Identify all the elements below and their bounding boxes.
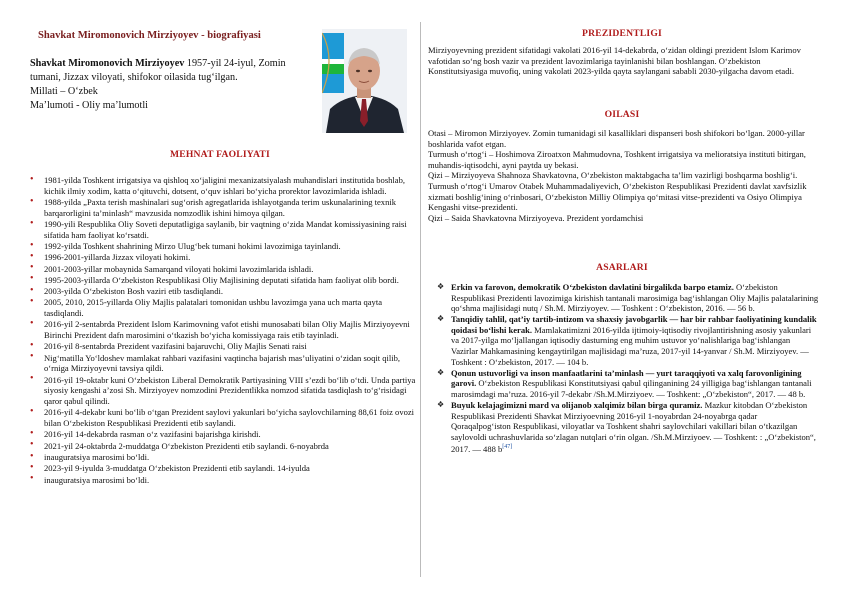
presidency-text: Mirziyoyevning prezident sifatidagi vakolati 2016-yil 14-dekabrda, o‘zidan oldingi prezident Islom Karimov vafotidan so‘ng bosh vazir va prezident lavozimlariga tayinlanishi bilan boshlangan. O‘zbekiston Konstitutsiyasiga muvofiq, uning vakolati 2023-yilda qayta saylangani sababli 2030-yilgacha davom etadi. [428, 45, 801, 77]
work-item [425, 314, 819, 367]
diamond-bullet-icon: ❖ [437, 367, 445, 377]
work-title: Qonun ustuvorligi va inson manfaatlarini ta’minlash — yurt taraqqiyoti va xalq farovonligining garovi. [451, 367, 802, 389]
section-heading-work: MEHNAT FAOLIYATI [170, 149, 270, 160]
work-description: O‘zbekiston Respublikasi Prezidenti lavozimiga kirishish tantanali marosimiga bag‘ishlangan Oliy Majlis palatalarining qo‘shma majlisidagi nutq / Sh.M. Mirziyoyev. — Toshkent : O‘zbekiston, 2016. — 56 b. [451, 282, 819, 314]
diamond-bullet-icon: ❖ [437, 314, 445, 324]
column-divider [420, 22, 421, 577]
work-title: Erkin va farovon, demokratik O‘zbekiston davlatini birgalikda barpo etamiz. [451, 282, 734, 292]
portrait-photo [322, 29, 407, 133]
list-item: • 1995-2003-yillarda O‘zbekiston Respublikasi Oliy Majlisining deputati sifatida ham faoliyat olib bordi. [28, 275, 418, 286]
works-list [425, 282, 819, 455]
work-title: Buyuk kelajagimizni mard va olijanob xalqimiz bilan birga quramiz. [451, 400, 703, 411]
section-heading-works: ASARLARI [596, 262, 648, 273]
document-title: Shavkat Miromonovich Mirziyoyev - biografiyasi [38, 30, 261, 41]
list-item: • inauguratsiya marosimi bo‘ldi. [28, 475, 418, 486]
section-heading-family: OILASI [604, 109, 640, 120]
list-item: • inauguratsiya marosimi bo‘ldi. [28, 452, 418, 463]
work-item [425, 368, 819, 400]
list-item: • 1988-yilda „Paxta terish mashinalari sug‘orish agregatlarida ishlayotganda terim uskunalarining texnik barqarorligini ta’minlash“ mavzusida nomzodlik ishini himoya qilgan. [28, 197, 418, 218]
work-description: O‘zbekiston Respublikasi Konstitutsiyasi qabul qilinganining 24 yilligiga bag‘ishlangan tantanali marosimdagi ma’ruza. 2016-yil 7-dekabr /Sh.M.Mirziyoev. — Toshkent: „O‘zbekiston“, 2017. — 48 b. [451, 378, 812, 399]
list-item: • 1996-2001-yillarda Jizzax viloyati hokimi. [28, 252, 418, 263]
bio-block [30, 57, 315, 113]
work-description: Mazkur kitobdan O‘zbekiston Respublikasi Prezidenti Shavkat Mirziyoevning 2016-yil 1-noyabrdan 24-noyabrga qadar Qoraqalpog‘iston Respublikasi, viloyatlar va Toshkent shahri saylovchilari vakillari bilan o‘tkazilgan saylovoldi uchrashuvlarida so‘zlagan nutqlari o‘rin olgan. /Sh.M.Mirziyoev. — Toshkent: : „O‘zbekiston“, 2017. — 488 b [451, 400, 816, 455]
list-item: • 2003-yilda O‘zbekiston Bosh vaziri etib tasdiqlandi. [28, 286, 418, 297]
list-item: • 2016-yil 14-dekabrda rasman o‘z vazifasini bajarishga kirishdi. [28, 429, 418, 440]
bio-education: Ma’lumoti - Oliy ma’lumotli [30, 100, 148, 111]
bio-nationality: Millati – O‘zbek [30, 86, 98, 97]
citation-link[interactable]: [47] [502, 444, 513, 451]
list-item: • 2016-yil 19-oktabr kuni O‘zbekiston Liberal Demokratik Partiyasining VIII s’ezdi bo‘lib o‘tdi. Unda partiya siyosiy kengashi a’zosi Sh. Mirziyoyev nomzodini Prezidentlikka nomzod sifatida tasdiqlash to‘g‘risidagi qaror qabul qilindi. [28, 375, 418, 407]
list-item: • 2001-2003-yillar mobaynida Samarqand viloyati hokimi lavozimlarida ishladi. [28, 264, 418, 275]
family-line: Qizi – Mirziyoyeva Shahnoza Shavkatovna, O‘zbekiston maktabgacha ta’lim vazirligi boshqarma boshlig‘i. Turmush o‘rtog‘i Umarov Otabek Muhammadaliyevich, O‘zbekiston Respublikasi Prezidenti davlat xavfsizlik xizmati boshlig‘ining o‘rinbosari, O‘zbekiston Milliy Olimpiya qo‘mitasi vitse-prezidenti va Osiyo Olimpiya Kengashi vitse-prezidenti. [428, 170, 807, 213]
work-item [425, 282, 819, 314]
family-block [428, 128, 820, 223]
list-item: • 2005, 2010, 2015-yillarda Oliy Majlis palatalari tomonidan ushbu lavozimga yana uch marta qayta tasdiqlandi. [28, 297, 418, 318]
diamond-bullet-icon: ❖ [437, 400, 445, 410]
list-item: • 2021-yil 24-oktabrda 2-muddatga O‘zbekiston Prezidenti etib saylandi. 6-noyabrda [28, 441, 418, 452]
list-item: • 2023-yil 9-iyulda 3-muddatga O‘zbekiston Prezidenti etib saylandi. 14-iyulda [28, 463, 418, 474]
work-description: Mamlakatimizni 2016-yilda ijtimoiy-iqtisodiy rivojlantirishning asosiy yakunlari va 2017-yilga mo‘ljallangan iqtisodiy dasturning eng muhim ustuvor yo‘nalishlariga bag‘ishlangan Vazirlar Mahkamasining kengaytirilgan majlisidagi ma’ruza, 2017-yil 14-yanvar / Sh.M. Mirziyoyev. — Toshkent : O‘zbekiston, 2017. — 104 b. [451, 324, 812, 367]
family-line: Turmush o‘rtog‘i – Hoshimova Ziroatxon Mahmudovna, Toshkent irrigatsiya va melioratsiya instituti bitirgan, muhandis-iqtisodchi, ayni paytda uy bekasi. [428, 149, 806, 170]
section-heading-presidency: PREZIDENTLIGI [582, 28, 662, 39]
work-item [425, 400, 819, 455]
list-item: • 1981-yilda Toshkent irrigatsiya va qishloq xo‘jaligini mexanizatsiyalash muhandislari institutida boshlab, kichik ilmiy xodim, katta o‘qituvchi, dotsent, o‘quv ishlari bo‘yicha prorektor lavozimlarida ishladi. [28, 175, 418, 196]
family-line: Qizi – Saida Shavkatovna Mirziyoyeva. Prezident yordamchisi [428, 212, 644, 223]
bio-intro [30, 57, 315, 85]
list-item: • 1990-yili Respublika Oliy Soveti deputatligiga saylanib, bir vaqtning o‘zida Mandat komissiyasining raisi sifatida ham faoliyat ko‘rsatdi. [28, 219, 418, 240]
list-item: • 2016-yil 4-dekabr kuni bo‘lib o‘tgan Prezident saylovi yakunlari bo‘yicha saylovchilarning 88,61 foiz ovozi bilan O‘zbekiston Respublikasi Prezidenti etib saylandi. [28, 407, 418, 428]
diamond-bullet-icon: ❖ [437, 282, 445, 291]
list-item: • Nig‘matilla Yo‘ldoshev mamlakat rahbari vazifasini vaqtincha bajarish mas’uliyatini o‘zidan soqit qilib, o‘rniga Mirziyoyevni tavsiya qildi. [28, 353, 418, 374]
work-title: Tanqidiy tahlil, qat’iy tartib-intizom va shaxsiy javobgarlik — har bir rahbar faoliyatining kundalik qoidasi bo‘lishi kerak. [451, 314, 817, 335]
bio-birth: 1957-yil 24-iyul, Zomin tumani, Jizzax viloyati, shifokor oilasida tug‘ilgan. [30, 58, 286, 83]
list-item: • 2016-yil 8-sentabrda Prezident vazifasini bajaruvchi, Oliy Majlis Senati raisi [28, 341, 418, 352]
list-item: • 2016-yil 2-sentabrda Prezident Islom Karimovning vafot etishi munosabati bilan Oliy Majlis Mirziyoyevni Birinchi Prezident dafn marosimini o‘tkazish bo‘yicha komissiyaga rais etib tayinladi. [28, 319, 418, 340]
list-item: • 1992-yilda Toshkent shahrining Mirzo Ulug‘bek tumani hokimi lavozimiga tayinlandi. [28, 241, 418, 252]
bio-name: Shavkat Miromonovich Mirziyoyev [30, 58, 185, 69]
family-line: Otasi – Miromon Mirziyoyev. Zomin tumanidagi sil kasalliklari dispanseri bosh shifokori bo‘lgan. 2000-yillar boshlarida vafot etgan. [428, 128, 805, 149]
work-history-list [28, 175, 418, 486]
